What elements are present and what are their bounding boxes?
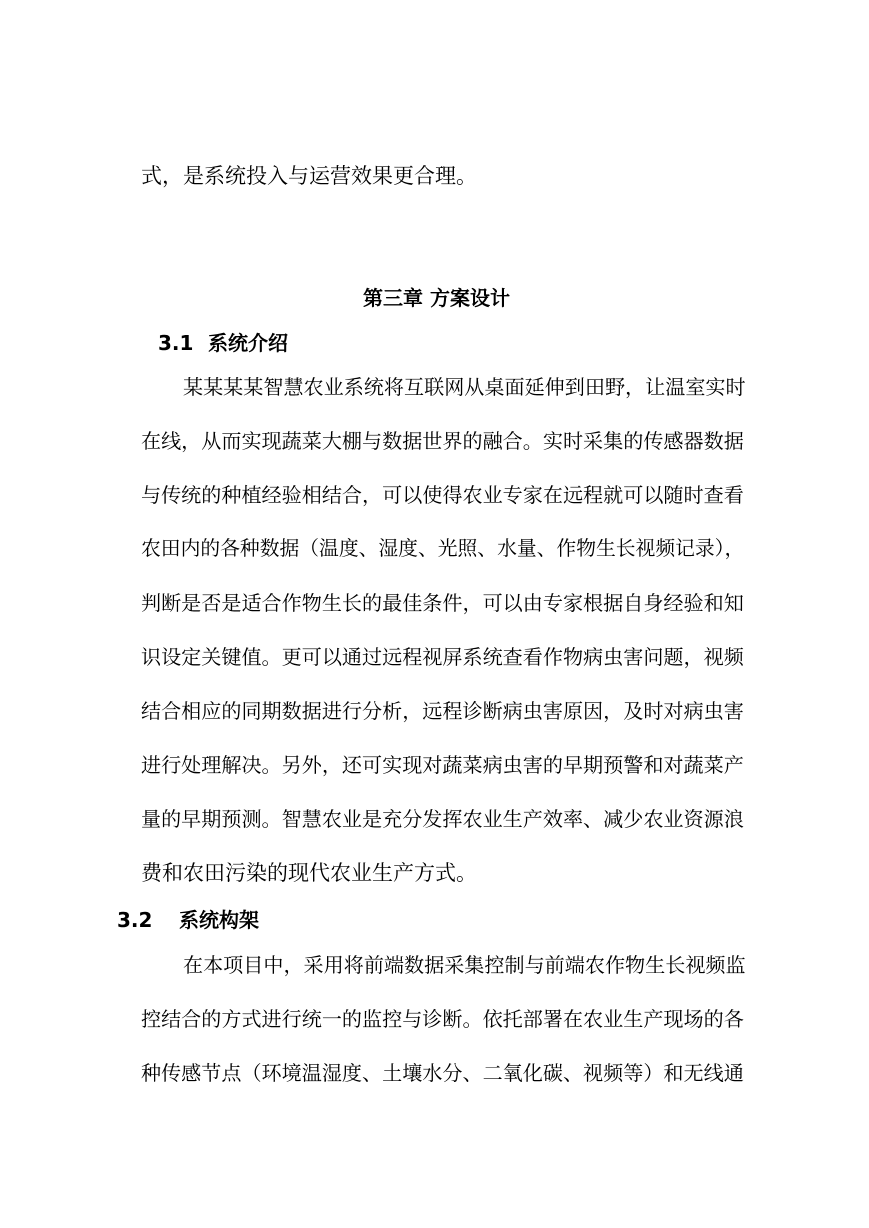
paragraph-line: 与传统的种植经验相结合，可以使得农业专家在远程就可以随时查看 (141, 483, 744, 507)
paragraph-line: 费和农田污染的现代农业生产方式。 (141, 861, 477, 885)
section-3-1-number: 3.1 (158, 331, 194, 355)
paragraph-line: 进行处理解决。另外，还可实现对蔬菜病虫害的早期预警和对蔬菜产 (141, 753, 744, 777)
continuation-line: 式，是系统投入与运营效果更合理。 (141, 164, 477, 188)
section-3-2-heading (117, 906, 259, 934)
paragraph-line: 某某某某智慧农业系统将互联网从桌面延伸到田野，让温室实时 (183, 375, 746, 399)
paragraph-line: 控结合的方式进行统一的监控与诊断。依托部署在农业生产现场的各 (141, 1007, 744, 1031)
section-3-2-title: 系统构架 (179, 908, 259, 932)
paragraph-line: 判断是否是适合作物生长的最佳条件，可以由专家根据自身经验和知 (141, 591, 744, 615)
chapter-title: 第三章 方案设计 (363, 286, 510, 310)
paragraph-line: 结合相应的同期数据进行分析，远程诊断病虫害原因，及时对病虫害 (141, 699, 744, 723)
section-3-2-number: 3.2 (117, 908, 153, 932)
paragraph-line: 识设定关键值。更可以通过远程视屏系统查看作物病虫害问题，视频 (141, 645, 744, 669)
paragraph-line: 量的早期预测。智慧农业是充分发挥农业生产效率、减少农业资源浪 (141, 807, 744, 831)
paragraph-line: 种传感节点（环境温湿度、土壤水分、二氧化碳、视频等）和无线通 (141, 1061, 744, 1085)
section-3-1-title: 系统介绍 (208, 331, 288, 355)
paragraph-line: 在本项目中，采用将前端数据采集控制与前端农作物生长视频监 (183, 953, 746, 977)
paragraph-line: 在线，从而实现蔬菜大棚与数据世界的融合。实时采集的传感器数据 (141, 429, 744, 453)
paragraph-line: 农田内的各种数据（温度、湿度、光照、水量、作物生长视频记录）， (141, 537, 745, 560)
section-3-1-heading (158, 329, 288, 357)
